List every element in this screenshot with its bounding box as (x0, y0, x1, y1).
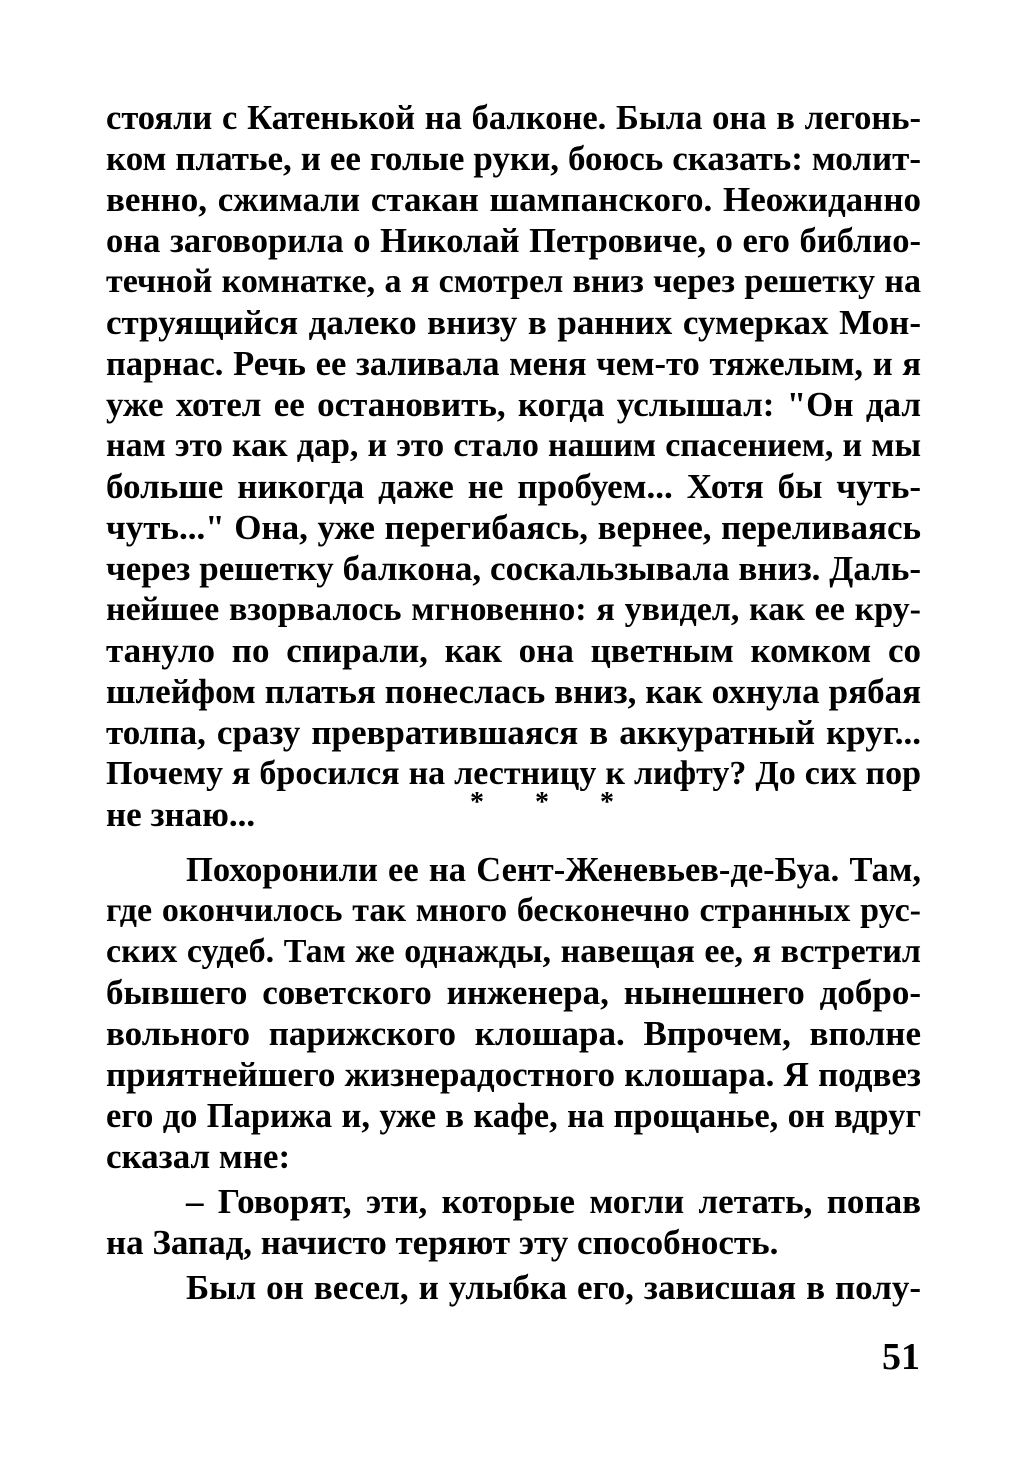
text-line: шлейфом платья понеслась вниз, как охнула рябая (106, 672, 921, 711)
text-line: нейшее взорвалось мгновенно: я увидел, как ее кру- (106, 591, 921, 628)
text-line: больше никогда даже не пробуем... Хотя бы чуть- (106, 467, 921, 506)
text-line: струящийся далеко внизу в ранних сумерках Мон- (106, 303, 921, 342)
text-line: его до Парижа и, уже в кафе, на прощанье, он вдруг (106, 1097, 921, 1135)
text-line: вольного парижского клошара. Впрочем, вполне (106, 1014, 921, 1053)
text-line: стояли с Катенькой на балконе. Была она в легонь- (106, 99, 921, 137)
text-line: венно, сжимали стакан шампанского. Неожиданно (106, 180, 921, 219)
text-line: тануло по спирали, как она цветным комком со (106, 631, 921, 670)
text-line: она заговорила о Николай Петровиче, о его библио- (106, 222, 921, 260)
text-line: бывшего советского инженера, нынешнего добро- (106, 973, 921, 1012)
text-line: чуть..." Она, уже перегибаясь, вернее, переливаясь (106, 508, 921, 547)
section-separator: * * * (470, 787, 636, 818)
text-line: – Говорят, эти, которые могли летать, попав (186, 1182, 921, 1221)
text-line: Похоронили ее на Сент-Женевьев-де-Буа. Там, (186, 851, 921, 889)
text-line: парнас. Речь ее заливала меня чем-то тяжелым, и я (106, 345, 921, 383)
page-number: 51 (882, 1336, 920, 1378)
text-line: течной комнатке, а я смотрел вниз через решетку на (106, 263, 921, 300)
text-line: уже хотел ее остановить, когда услышал: "Он дал (106, 385, 921, 424)
text-line: на Запад, начисто теряют эту способность. (106, 1223, 779, 1262)
text-line: ских судеб. Там же однажды, навещая ее, я встретил (106, 933, 921, 970)
text-line: где окончилось так много бесконечно странных рус- (106, 892, 921, 929)
text-line: приятнейшего жизнерадостного клошара. Я подвез (106, 1055, 921, 1094)
text-line: толпа, сразу превратившаяся в аккуратный круг... (106, 713, 921, 752)
text-line: сказал мне: (106, 1137, 291, 1176)
text-line: Был он весел, и улыбка его, зависшая в полу- (186, 1268, 921, 1307)
text-line: через решетку балкона, соскальзывала вниз. Даль- (106, 549, 921, 588)
text-line: не знаю... (106, 795, 256, 834)
text-line: ком платье, и ее голые руки, боюсь сказать: молит- (106, 139, 921, 178)
text-line: Почему я бросился на лестницу к лифту? До сих пор (106, 755, 921, 792)
text-line: нам это как дар, и это стало нашим спасением, и мы (106, 427, 921, 464)
